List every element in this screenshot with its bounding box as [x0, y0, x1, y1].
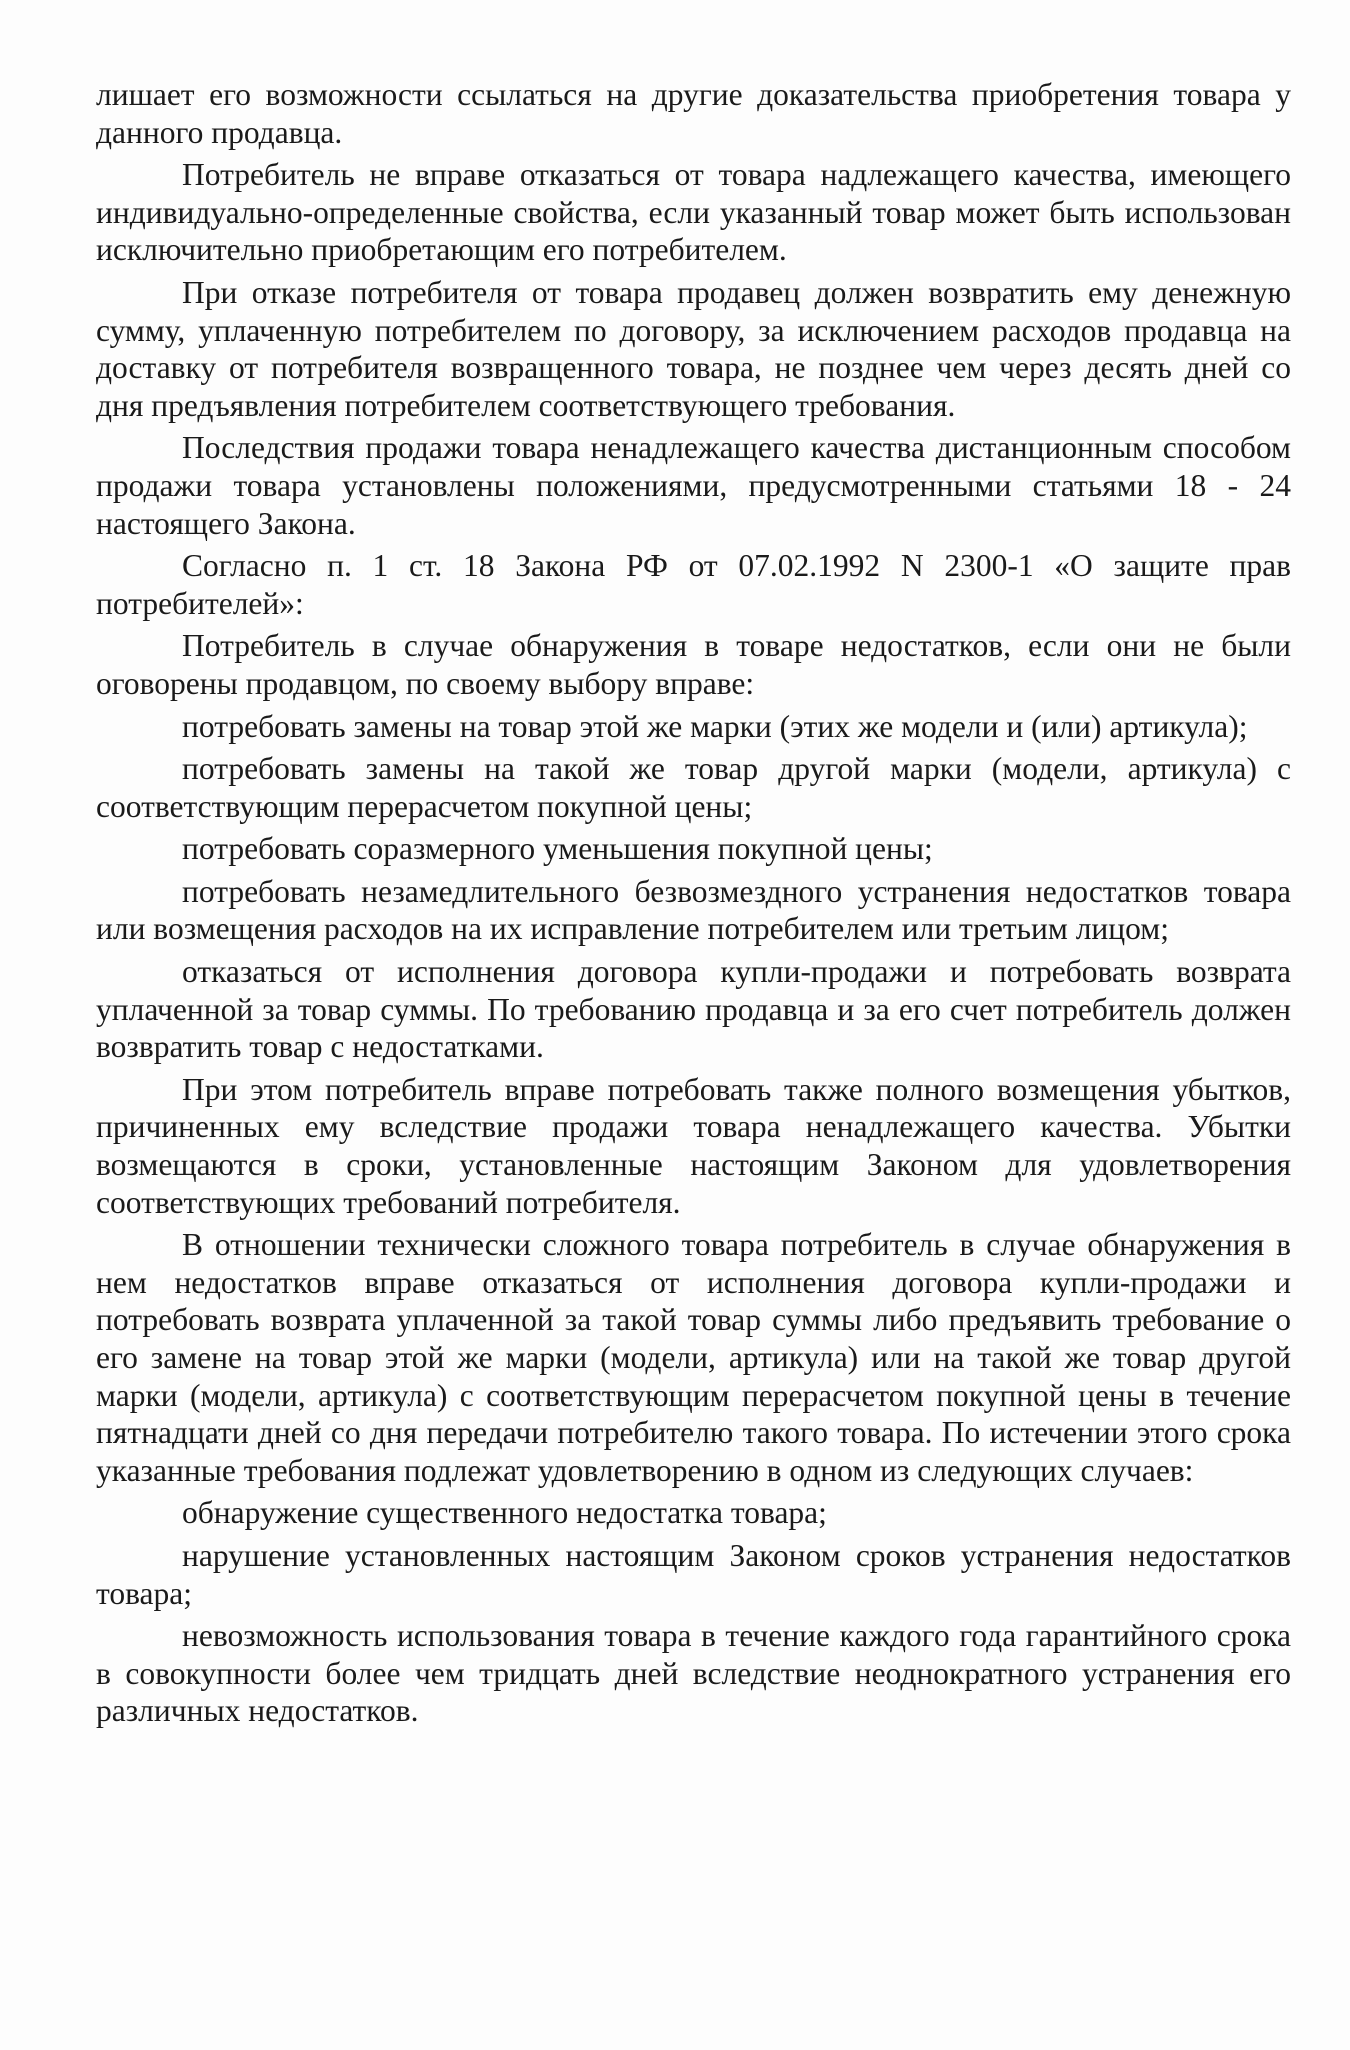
paragraph: Согласно п. 1 ст. 18 Закона РФ от 07.02.1992 N 2300-1 «О защите прав потребителей»: [96, 548, 1291, 621]
paragraph: При этом потребитель вправе потребовать также полного возмещения убытков, причиненных ему вследствие продажи товара ненадлежащего качества. Убытки возмещаются в сроки, установленные настоящим Законом для удовлетворения соответствующих требований потребителя. [96, 1071, 1291, 1220]
list-item: невозможность использования товара в течение каждого года гарантийного срока в совокупности более чем тридцать дней вследствие неоднократного устранения его различных недостатков. [96, 1618, 1291, 1729]
document-body [96, 76, 1291, 1735]
list-item: потребовать незамедлительного безвозмездного устранения недостатков товара или возмещения расходов на их исправление потребителем или третьим лицом; [96, 873, 1291, 947]
list-item: потребовать замены на такой же товар другой марки (модели, артикула) с соответствующим перерасчетом покупной цены; [96, 751, 1291, 824]
paragraph: лишает его возможности ссылаться на другие доказательства приобретения товара у данного продавца. [96, 77, 1291, 150]
list-item: нарушение установленных настоящим Законом сроков устранения недостатков товара; [96, 1537, 1291, 1611]
list-item: потребовать соразмерного уменьшения покупной цены; [182, 831, 933, 867]
paragraph: В отношении технически сложного товара потребитель в случае обнаружения в нем недостатков вправе отказаться от исполнения договора купли-продажи и потребовать возврата уплаченной за такой товар суммы либо предъявить требование о его замене на товар этой же марки (модели, артикула) или на такой же товар другой марки (модели, артикула) с соответствующим перерасчетом покупной цены в течение пятнадцати дней со дня передачи потребителю такого товара. По истечении этого срока указанные требования подлежат удовлетворению в одном из следующих случаев: [96, 1227, 1291, 1488]
paragraph: Последствия продажи товара ненадлежащего качества дистанционным способом продажи товара установлены положениями, предусмотренными статьями 18 - 24 настоящего Закона. [96, 430, 1291, 541]
list-item: отказаться от исполнения договора купли-продажи и потребовать возврата уплаченной за товар суммы. По требованию продавца и за его счет потребитель должен возвратить товар с недостатками. [96, 954, 1291, 1065]
paragraph: При отказе потребителя от товара продавец должен возвратить ему денежную сумму, уплаченную потребителем по договору, за исключением расходов продавца на доставку от потребителя возвращенного товара, не позднее чем через десять дней со дня предъявления потребителем соответствующего требования. [96, 274, 1291, 423]
list-item: потребовать замены на товар этой же марки (этих же модели и (или) артикула); [182, 708, 1248, 744]
list-item: обнаружение существенного недостатка товара; [182, 1495, 827, 1531]
paragraph: Потребитель в случае обнаружения в товаре недостатков, если они не были оговорены продавцом, по своему выбору вправе: [96, 628, 1291, 701]
paragraph: Потребитель не вправе отказаться от товара надлежащего качества, имеющего индивидуально-определенные свойства, если указанный товар может быть использован исключительно приобретающим его потребителем. [96, 157, 1291, 268]
